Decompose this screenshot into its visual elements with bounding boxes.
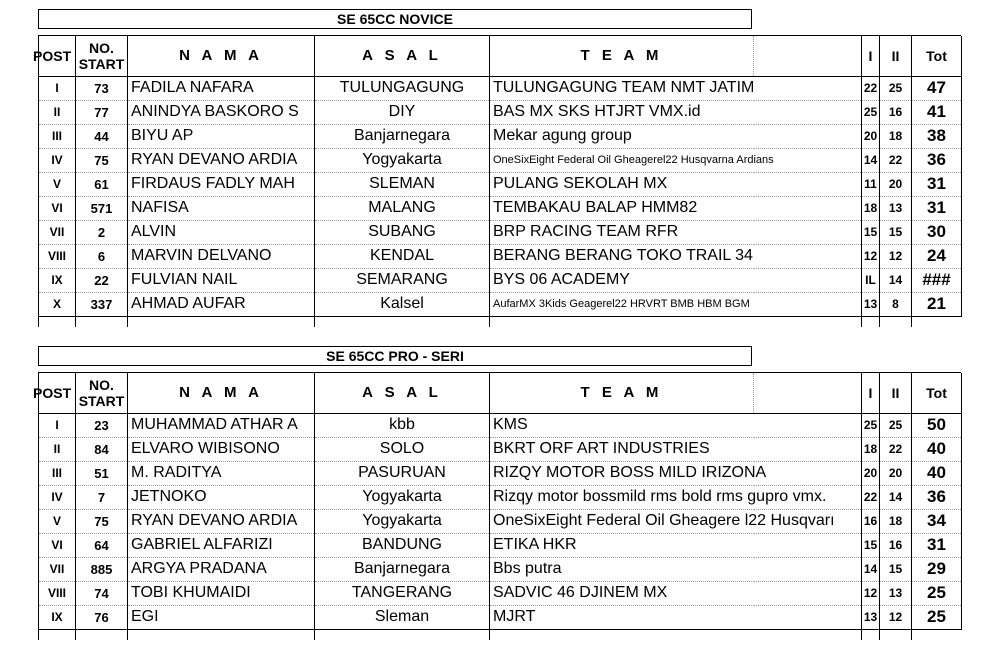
table-row [39,244,962,268]
total-cell: 38 [912,124,962,148]
heat-1-cell: 11 [862,172,880,196]
total-cell: 47 [912,76,962,100]
start-number-cell: 84 [76,437,128,461]
rider-name-cell: RYAN DEVANO ARDIA [128,148,315,172]
total-cell: 30 [912,220,962,244]
header-heat-2: II [880,373,912,413]
table-row [39,509,962,533]
header-no-start [76,36,128,76]
origin-cell: KENDAL [315,244,490,268]
heat-2-cell: 25 [880,76,912,100]
rider-name-cell: ARGYA PRADANA [128,557,315,581]
origin-cell: DIY [315,100,490,124]
heat-1-cell: 22 [862,76,880,100]
start-number-cell: 7 [76,485,128,509]
header-nama: N A M A [128,373,315,413]
header-heat-1: I [862,36,880,76]
heat-2-cell: 22 [880,148,912,172]
rider-name-cell: MUHAMMAD ATHAR A [128,413,315,437]
team-cell: BERANG BERANG TOKO TRAIL 34 [490,244,862,268]
team-cell: BRP RACING TEAM RFR [490,220,862,244]
column-stub-line [38,317,39,327]
rider-name-cell: TOBI KHUMAIDI [128,581,315,605]
team-cell: Bbs putra [490,557,862,581]
table-row [39,268,962,292]
header-no-line2: START [78,392,125,409]
team-cell: BKRT ORF ART INDUSTRIES [490,437,862,461]
heat-1-cell: 15 [862,220,880,244]
start-number-cell: 51 [76,461,128,485]
heat-1-cell: 12 [862,244,880,268]
heat-2-cell: 16 [880,533,912,557]
pos-cell: VI [39,533,76,557]
heat-2-cell: 8 [880,292,912,316]
pos-cell: I [39,76,76,100]
table-row [39,581,962,605]
team-cell: PULANG SEKOLAH MX [490,172,862,196]
origin-cell: SOLO [315,437,490,461]
pos-cell: I [39,413,76,437]
results-table-wrapper [33,372,961,640]
team-cell: RIZQY MOTOR BOSS MILD IRIZONA [490,461,862,485]
table-row [39,76,962,100]
header-no-start [76,373,128,413]
pos-cell: V [39,172,76,196]
origin-cell: PASURUAN [315,461,490,485]
pos-cell: III [39,461,76,485]
total-cell: 31 [912,172,962,196]
heat-2-cell: 14 [880,268,912,292]
rider-name-cell: EGI [128,605,315,629]
origin-cell: SLEMAN [315,172,490,196]
team-cell: KMS [490,413,862,437]
column-stub-line [861,630,862,640]
pos-cell: VIII [39,244,76,268]
section-title: SE 65CC NOVICE [38,9,752,29]
pos-cell: IX [39,268,76,292]
table-row [39,557,962,581]
heat-1-cell: 20 [862,461,880,485]
header-team: T E A M [490,36,754,76]
section-title: SE 65CC PRO - SERI [38,346,752,366]
table-row [39,292,962,316]
table-row [39,437,962,461]
heat-1-cell: 20 [862,124,880,148]
header-team-extra [754,36,862,76]
rider-name-cell: ANINDYA BASKORO S [128,100,315,124]
team-cell: TULUNGAGUNG TEAM NMT JATIM [490,76,862,100]
header-asal: A S A L [315,373,490,413]
origin-cell: kbb [315,413,490,437]
heat-1-cell: 14 [862,148,880,172]
origin-cell: Yogyakarta [315,509,490,533]
heat-2-cell: 22 [880,437,912,461]
heat-2-cell: 15 [880,220,912,244]
header-team: T E A M [490,373,754,413]
origin-cell: TANGERANG [315,581,490,605]
column-stub-line [38,630,39,640]
table-row [39,196,962,220]
heat-2-cell: 12 [880,244,912,268]
start-number-cell: 76 [76,605,128,629]
results-body [39,413,962,629]
rider-name-cell: GABRIEL ALFARIZI [128,533,315,557]
results-table [33,36,962,317]
heat-2-cell: 18 [880,509,912,533]
total-cell: 41 [912,100,962,124]
start-number-cell: 885 [76,557,128,581]
start-number-cell: 61 [76,172,128,196]
column-stub-line [127,317,128,327]
heat-1-cell: 25 [862,100,880,124]
start-number-cell: 337 [76,292,128,316]
rider-name-cell: MARVIN DELVANO [128,244,315,268]
results-body [39,76,962,316]
origin-cell: Kalsel [315,292,490,316]
team-cell: SADVIC 46 DJINEM MX [490,581,862,605]
column-stub-line [861,317,862,327]
heat-1-cell: 18 [862,437,880,461]
origin-cell: Sleman [315,605,490,629]
origin-cell: TULUNGAGUNG [315,76,490,100]
total-cell: 34 [912,509,962,533]
table-row [39,605,962,629]
pos-cell: VI [39,196,76,220]
origin-cell: BANDUNG [315,533,490,557]
rider-name-cell: M. RADITYA [128,461,315,485]
total-cell: 40 [912,461,962,485]
table-row [39,220,962,244]
table-row [39,148,962,172]
start-number-cell: 75 [76,148,128,172]
team-cell: Rizqy motor bossmild rms bold rms gupro vmx. [490,485,862,509]
table-bottom-stub [38,317,961,327]
column-stub-line [489,317,490,327]
team-cell: OneSixEight Federal Oil Gheagere l22 Husqvarı [490,509,862,533]
results-table [33,373,962,630]
pos-cell: X [39,292,76,316]
column-stub-line [75,317,76,327]
rider-name-cell: AHMAD AUFAR [128,292,315,316]
total-cell: 31 [912,196,962,220]
origin-cell: Yogyakarta [315,485,490,509]
heat-1-cell: 25 [862,413,880,437]
total-cell: 24 [912,244,962,268]
heat-1-cell: 22 [862,485,880,509]
pos-cell: II [39,100,76,124]
origin-cell: SUBANG [315,220,490,244]
start-number-cell: 64 [76,533,128,557]
header-no-line1: NO. [89,376,114,393]
column-stub-line [127,630,128,640]
team-cell: ETIKA HKR [490,533,862,557]
total-cell: 40 [912,437,962,461]
origin-cell: Banjarnegara [315,557,490,581]
header-pos: POST [39,36,76,76]
pos-cell: IV [39,485,76,509]
pos-cell: VIII [39,581,76,605]
team-cell: MJRT [490,605,862,629]
total-cell: 36 [912,485,962,509]
pos-cell: II [39,437,76,461]
results-table-wrapper [33,35,961,327]
table-row [39,100,962,124]
header-total: Tot [912,36,962,76]
heat-2-cell: 12 [880,605,912,629]
total-cell: 21 [912,292,962,316]
header-pos: POST [39,373,76,413]
total-cell: 25 [912,581,962,605]
pos-cell: III [39,124,76,148]
rider-name-cell: BIYU AP [128,124,315,148]
column-stub-line [489,630,490,640]
rider-name-cell: JETNOKO [128,485,315,509]
total-cell: 50 [912,413,962,437]
pos-cell: VII [39,220,76,244]
team-cell: BYS 06 ACADEMY [490,268,862,292]
start-number-cell: 77 [76,100,128,124]
origin-cell: MALANG [315,196,490,220]
start-number-cell: 75 [76,509,128,533]
heat-2-cell: 13 [880,196,912,220]
table-row [39,485,962,509]
pos-cell: IX [39,605,76,629]
origin-cell: Banjarnegara [315,124,490,148]
start-number-cell: 74 [76,581,128,605]
rider-name-cell: FULVIAN NAIL [128,268,315,292]
total-cell: 36 [912,148,962,172]
heat-2-cell: 25 [880,413,912,437]
heat-2-cell: 18 [880,124,912,148]
heat-1-cell: 14 [862,557,880,581]
table-row [39,172,962,196]
heat-1-cell: 16 [862,509,880,533]
origin-cell: SEMARANG [315,268,490,292]
heat-2-cell: 14 [880,485,912,509]
team-cell: BAS MX SKS HTJRT VMX.id [490,100,862,124]
rider-name-cell: FADILA NAFARA [128,76,315,100]
header-row [39,36,962,76]
rider-name-cell: ELVARO WIBISONO [128,437,315,461]
column-stub-line [314,630,315,640]
table-row [39,413,962,437]
start-number-cell: 22 [76,268,128,292]
header-total: Tot [912,373,962,413]
table-row [39,533,962,557]
rider-name-cell: ALVIN [128,220,315,244]
heat-2-cell: 20 [880,172,912,196]
table-row [39,124,962,148]
column-stub-line [911,630,912,640]
start-number-cell: 23 [76,413,128,437]
total-cell: 25 [912,605,962,629]
total-cell: 31 [912,533,962,557]
pos-cell: V [39,509,76,533]
heat-2-cell: 13 [880,581,912,605]
header-no-line1: NO. [89,39,114,56]
header-row [39,373,962,413]
rider-name-cell: RYAN DEVANO ARDIA [128,509,315,533]
team-cell: Mekar agung group [490,124,862,148]
pos-cell: IV [39,148,76,172]
heat-1-cell: 18 [862,196,880,220]
total-cell: ### [912,268,962,292]
heat-1-cell: 13 [862,292,880,316]
header-heat-2: II [880,36,912,76]
start-number-cell: 2 [76,220,128,244]
table-row [39,461,962,485]
total-cell: 29 [912,557,962,581]
column-stub-line [314,317,315,327]
start-number-cell: 571 [76,196,128,220]
header-no-line2: START [78,55,125,72]
rider-name-cell: FIRDAUS FADLY MAH [128,172,315,196]
pos-cell: VII [39,557,76,581]
heat-1-cell: 13 [862,605,880,629]
header-team-extra [754,373,862,413]
header-heat-1: I [862,373,880,413]
heat-1-cell: 15 [862,533,880,557]
heat-2-cell: 20 [880,461,912,485]
heat-2-cell: 16 [880,100,912,124]
header-asal: A S A L [315,36,490,76]
heat-2-cell: 15 [880,557,912,581]
column-stub-line [879,630,880,640]
column-stub-line [75,630,76,640]
column-stub-line [911,317,912,327]
heat-1-cell: IL [862,268,880,292]
table-bottom-stub [38,630,961,640]
start-number-cell: 6 [76,244,128,268]
heat-1-cell: 12 [862,581,880,605]
rider-name-cell: NAFISA [128,196,315,220]
start-number-cell: 44 [76,124,128,148]
team-cell: TEMBAKAU BALAP HMM82 [490,196,862,220]
team-cell: AufarMX 3Kids Geagerel22 HRVRT BMB HBM BGM [490,292,862,316]
column-stub-line [879,317,880,327]
start-number-cell: 73 [76,76,128,100]
team-cell: OneSixEight Federal Oil Gheagerel22 Husqvarna Ardians [490,148,862,172]
origin-cell: Yogyakarta [315,148,490,172]
header-nama: N A M A [128,36,315,76]
